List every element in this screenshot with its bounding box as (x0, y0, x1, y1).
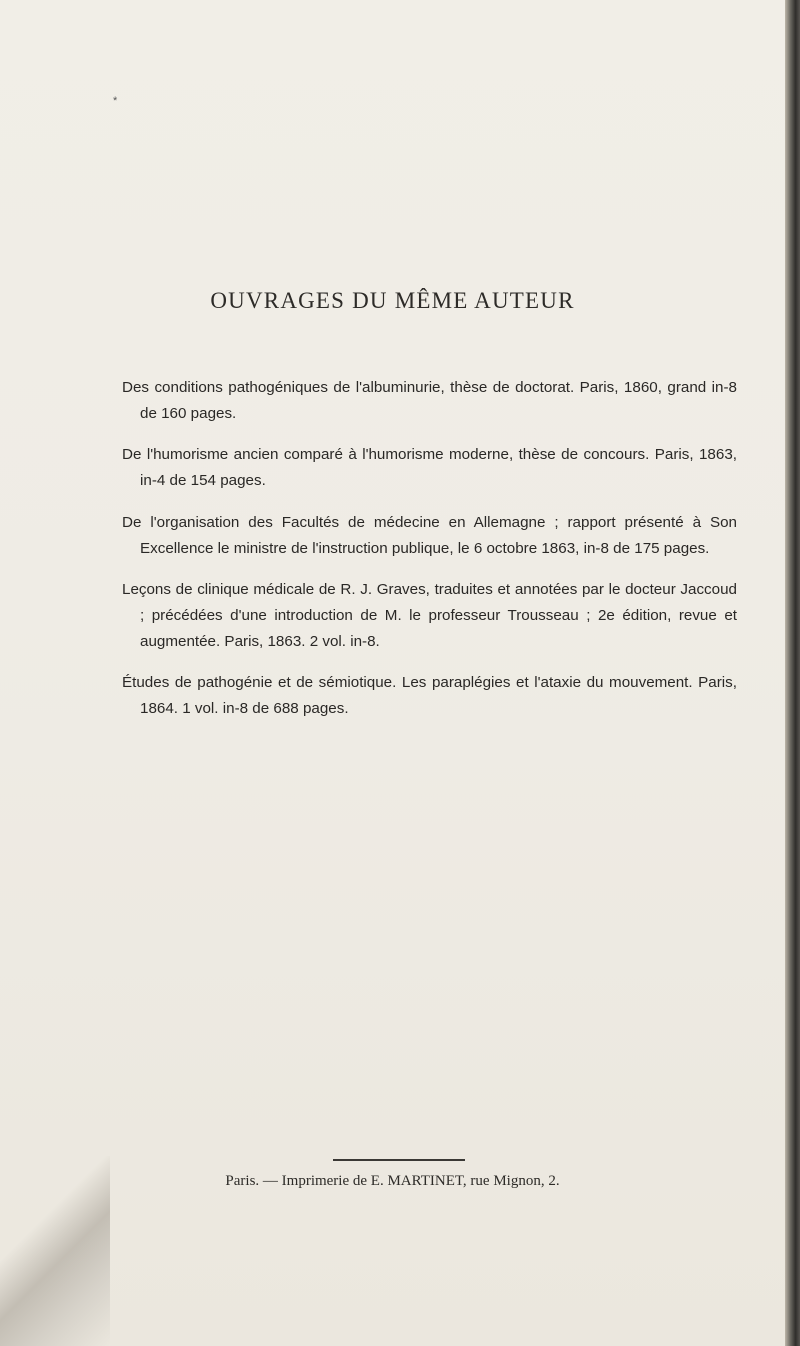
bibliography-entry: Études de pathogénie et de sémiotique. Les paraplégies et l'ataxie du mouvement. Paris, 1864. 1 vol. in-8 de 688 pages. (122, 673, 737, 717)
printer-imprint: Paris. — Imprimerie de E. MARTINET, rue Mignon, 2. (225, 1173, 560, 1189)
bibliography-entry: Des conditions pathogéniques de l'albuminurie, thèse de doctorat. Paris, 1860, grand in-8 de 160 pages. (122, 379, 737, 423)
bibliography-list (122, 360, 737, 731)
bibliography-entry: De l'humorisme ancien comparé à l'humorisme moderne, thèse de concours. Paris, 1863, in-4 de 154 pages. (122, 446, 737, 490)
stray-mark: * (113, 95, 118, 107)
page-corner-shadow (0, 1156, 110, 1346)
bibliography-entry: Leçons de clinique médicale de R. J. Graves, traduites et annotées par le docteur Jaccoud ; précédées d'une introduction de M. le professeur Trousseau ; 2e édition, revue et augmentée. Paris, 1863. 2 vol. in-8. (122, 580, 737, 650)
binding-edge (785, 0, 800, 1346)
page-title: OUVRAGES DU MÊME AUTEUR (210, 288, 575, 313)
footer-divider (333, 1159, 465, 1161)
bibliography-entry: De l'organisation des Facultés de médecine en Allemagne ; rapport présenté à Son Excellence le ministre de l'instruction publique, le 6 octobre 1863, in-8 de 175 pages. (122, 513, 737, 557)
